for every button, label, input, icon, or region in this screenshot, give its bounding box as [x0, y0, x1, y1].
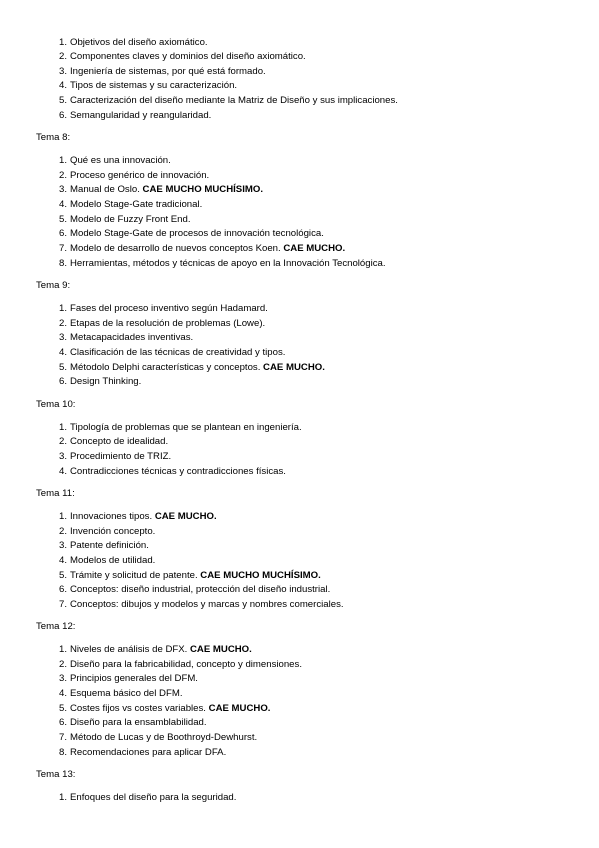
list-item-plain-text: Conceptos: diseño industrial, protección del diseño industrial. [70, 584, 331, 596]
document-page [0, 36, 599, 806]
list-item-plain-text: Proceso genérico de innovación. [70, 169, 210, 181]
section-heading: Tema 11: [36, 488, 75, 500]
list-item-plain-text: Metacapacidades inventivas. [70, 332, 194, 344]
list-item-text [67, 672, 198, 687]
list-item [0, 375, 599, 390]
list-item [0, 791, 599, 806]
list-item [0, 331, 599, 346]
list-item [0, 583, 599, 598]
numbered-list [0, 421, 599, 480]
list-item-text [67, 227, 324, 242]
list-item-text [67, 702, 270, 717]
list-item [0, 198, 599, 213]
list-item-plain-text: Tipología de problemas que se plantean en ingeniería. [70, 421, 302, 433]
list-item [0, 227, 599, 242]
list-item-plain-text: Caracterización del diseño mediante la Matriz de Diseño y sus implicaciones. [70, 95, 398, 107]
list-item-number: 6. [58, 717, 67, 729]
list-item-plain-text: Ingeniería de sistemas, por qué está formado. [70, 65, 266, 77]
list-item [0, 94, 599, 109]
list-item-plain-text: Innovaciones tipos. [70, 510, 155, 522]
list-item-number: 1. [58, 36, 67, 48]
list-item-plain-text: Método de Lucas y de Boothroyd-Dewhurst. [70, 732, 258, 744]
list-item [0, 154, 599, 169]
list-item-plain-text: Objetivos del diseño axiomático. [70, 36, 208, 48]
list-item-plain-text: Diseño para la fabricabilidad, concepto y dimensiones. [70, 658, 302, 670]
list-item-plain-text: Modelo de desarrollo de nuevos conceptos Koen. [70, 243, 284, 255]
list-item-number: 1. [58, 303, 67, 314]
list-item-text [67, 525, 155, 540]
list-item-number: 5. [58, 361, 67, 373]
list-item-plain-text: Qué es una innovación. [70, 155, 171, 167]
list-item [0, 361, 599, 376]
list-item-number: 1. [58, 155, 67, 167]
list-item [0, 746, 599, 761]
list-item [0, 643, 599, 658]
list-item-number: 7. [58, 243, 67, 255]
numbered-list [0, 302, 599, 390]
list-item-number: 6. [58, 376, 67, 388]
emphasis-note: CAE MUCHO MUCHÍSIMO. [200, 569, 321, 581]
list-item-plain-text: Principios generales del DFM. [70, 673, 198, 685]
list-item [0, 554, 599, 569]
list-item-plain-text: Semangularidad y reangularidad. [70, 109, 212, 121]
list-item-text [67, 450, 171, 465]
list-item-plain-text: Herramientas, métodos y técnicas de apoyo en la Innovación Tecnológica. [70, 257, 386, 269]
list-item-number: 2. [58, 525, 67, 537]
list-item [0, 317, 599, 332]
list-item-text [67, 302, 268, 317]
list-item-text [67, 346, 285, 361]
list-item [0, 109, 599, 124]
list-item [0, 213, 599, 228]
list-item-number: 1. [58, 792, 67, 804]
list-item-text [67, 435, 168, 450]
list-item-text [67, 583, 330, 598]
list-item-plain-text: Modelo de Fuzzy Front End. [70, 213, 191, 225]
list-item [0, 65, 599, 80]
list-item-plain-text: Diseño para la ensamblabilidad. [70, 717, 207, 729]
list-item-number: 5. [58, 95, 67, 107]
list-item-number: 3. [58, 450, 67, 462]
list-item [0, 598, 599, 613]
section-heading: Tema 8: [36, 132, 71, 144]
section-heading: Tema 10: [36, 398, 76, 410]
list-item-number: 2. [58, 51, 67, 63]
list-item-number: 6. [58, 228, 67, 240]
list-item-text [67, 109, 211, 124]
list-item-number: 3. [58, 332, 67, 344]
section-heading: Tema 12: [36, 621, 76, 633]
list-item-text [67, 421, 302, 436]
list-item-plain-text: Fases del proceso inventivo según Hadamard. [70, 303, 268, 314]
list-item-plain-text: Patente definición. [70, 540, 149, 552]
list-item-number: 3. [58, 540, 67, 552]
list-item-number: 4. [58, 554, 67, 566]
list-item-text [67, 465, 286, 480]
list-item [0, 702, 599, 717]
list-item-text [67, 791, 236, 806]
list-item-text [67, 539, 149, 554]
list-item-plain-text: Modelo Stage-Gate tradicional. [70, 199, 203, 211]
numbered-list [0, 154, 599, 271]
list-item-number: 2. [58, 436, 67, 448]
list-item-text [67, 746, 226, 761]
list-item-text [67, 331, 193, 346]
emphasis-note: CAE MUCHO. [154, 510, 217, 522]
list-item [0, 435, 599, 450]
list-item-text [67, 79, 237, 94]
list-item-plain-text: Manual de Oslo. [70, 184, 143, 196]
list-item [0, 257, 599, 272]
list-item [0, 687, 599, 702]
list-item-plain-text: Clasificación de las técnicas de creatividad y tipos. [70, 346, 286, 358]
list-item-number: 3. [58, 184, 67, 196]
list-item-number: 4. [58, 688, 67, 700]
list-item-text [67, 65, 266, 80]
list-item-number: 7. [58, 598, 67, 610]
list-item-text [67, 36, 208, 51]
list-item-plain-text: Procedimiento de TRIZ. [70, 450, 172, 462]
list-item-text [67, 643, 252, 658]
list-item-text [67, 361, 325, 376]
list-item-number: 2. [58, 169, 67, 181]
list-item [0, 79, 599, 94]
numbered-list [0, 510, 599, 613]
list-item-text [67, 598, 344, 613]
list-item-text [67, 687, 183, 702]
list-item-plain-text: Trámite y solicitud de patente. [70, 569, 201, 581]
list-item-plain-text: Etapas de la resolución de problemas (Lowe). [70, 317, 266, 329]
list-item-text [67, 94, 398, 109]
list-item [0, 569, 599, 584]
list-item-plain-text: Concepto de idealidad. [70, 436, 169, 448]
list-item-plain-text: Modelos de utilidad. [70, 554, 156, 566]
list-item [0, 183, 599, 198]
list-item-text [67, 242, 345, 257]
section-heading: Tema 9: [36, 280, 71, 292]
list-item-number: 5. [58, 569, 67, 581]
list-item-text [67, 50, 306, 65]
list-item-text [67, 375, 141, 390]
list-item-number: 1. [58, 421, 67, 433]
list-item-number: 5. [58, 213, 67, 225]
list-item-plain-text: Esquema básico del DFM. [70, 688, 183, 700]
list-item-text [67, 257, 386, 272]
list-item-text [67, 183, 263, 198]
list-item [0, 421, 599, 436]
list-item-number: 3. [58, 673, 67, 685]
emphasis-note: CAE MUCHO MUCHÍSIMO. [142, 184, 263, 196]
list-item-text [67, 198, 202, 213]
list-item-plain-text: Contradicciones técnicas y contradicciones físicas. [70, 465, 286, 477]
list-item-plain-text: Tipos de sistemas y su caracterización. [70, 80, 238, 92]
list-item-number: 1. [58, 644, 67, 656]
list-item-number: 4. [58, 80, 67, 92]
list-item-number: 8. [58, 257, 67, 269]
list-item-plain-text: Niveles de análisis de DFX. [70, 644, 190, 656]
list-item-text [67, 731, 257, 746]
list-item [0, 169, 599, 184]
list-item-number: 8. [58, 746, 67, 758]
list-item-text [67, 510, 217, 525]
list-item-text [67, 658, 302, 673]
list-item-text [67, 154, 171, 169]
list-item-text [67, 569, 321, 584]
list-item [0, 242, 599, 257]
list-item-number: 4. [58, 199, 67, 211]
list-item [0, 658, 599, 673]
list-item-plain-text: Enfoques del diseño para la seguridad. [70, 792, 237, 804]
emphasis-note: CAE MUCHO. [263, 361, 325, 373]
list-item-number: 6. [58, 109, 67, 121]
list-item-number: 6. [58, 584, 67, 596]
list-item-text [67, 554, 155, 569]
list-item-text [67, 213, 191, 228]
list-item [0, 36, 599, 51]
list-item [0, 346, 599, 361]
list-item-plain-text: Modelo Stage-Gate de procesos de innovación tecnológica. [70, 228, 324, 240]
list-item-text [67, 317, 265, 332]
list-item [0, 525, 599, 540]
list-item-plain-text: Métodolo Delphi características y conceptos. [70, 361, 264, 373]
list-item-text [67, 169, 209, 184]
list-item [0, 302, 599, 317]
list-item-plain-text: Costes fijos vs costes variables. [70, 702, 209, 714]
list-item [0, 731, 599, 746]
numbered-list [0, 36, 599, 124]
section-heading: Tema 13: [36, 769, 76, 781]
list-item [0, 50, 599, 65]
list-item-plain-text: Recomendaciones para aplicar DFA. [70, 746, 227, 758]
list-item-number: 4. [58, 465, 67, 477]
list-item-number: 2. [58, 658, 67, 670]
list-item-plain-text: Design Thinking. [70, 376, 142, 388]
list-item [0, 465, 599, 480]
list-item-text [67, 716, 207, 731]
list-item-number: 1. [58, 510, 67, 522]
list-item-number: 4. [58, 346, 67, 358]
list-item-number: 7. [58, 732, 67, 744]
list-item [0, 716, 599, 731]
list-item-number: 3. [58, 65, 67, 77]
emphasis-note: CAE MUCHO. [283, 243, 346, 255]
list-item-number: 5. [58, 702, 67, 714]
list-item [0, 450, 599, 465]
emphasis-note: CAE MUCHO. [189, 644, 252, 656]
list-item-number: 2. [58, 317, 67, 329]
list-item-plain-text: Componentes claves y dominios del diseño axiomático. [70, 51, 306, 63]
list-item [0, 510, 599, 525]
list-item [0, 672, 599, 687]
list-item [0, 539, 599, 554]
numbered-list [0, 791, 599, 806]
numbered-list [0, 643, 599, 760]
list-item-plain-text: Invención concepto. [70, 525, 156, 537]
list-item-plain-text: Conceptos: dibujos y modelos y marcas y nombres comerciales. [70, 598, 344, 610]
emphasis-note: CAE MUCHO. [208, 702, 271, 714]
